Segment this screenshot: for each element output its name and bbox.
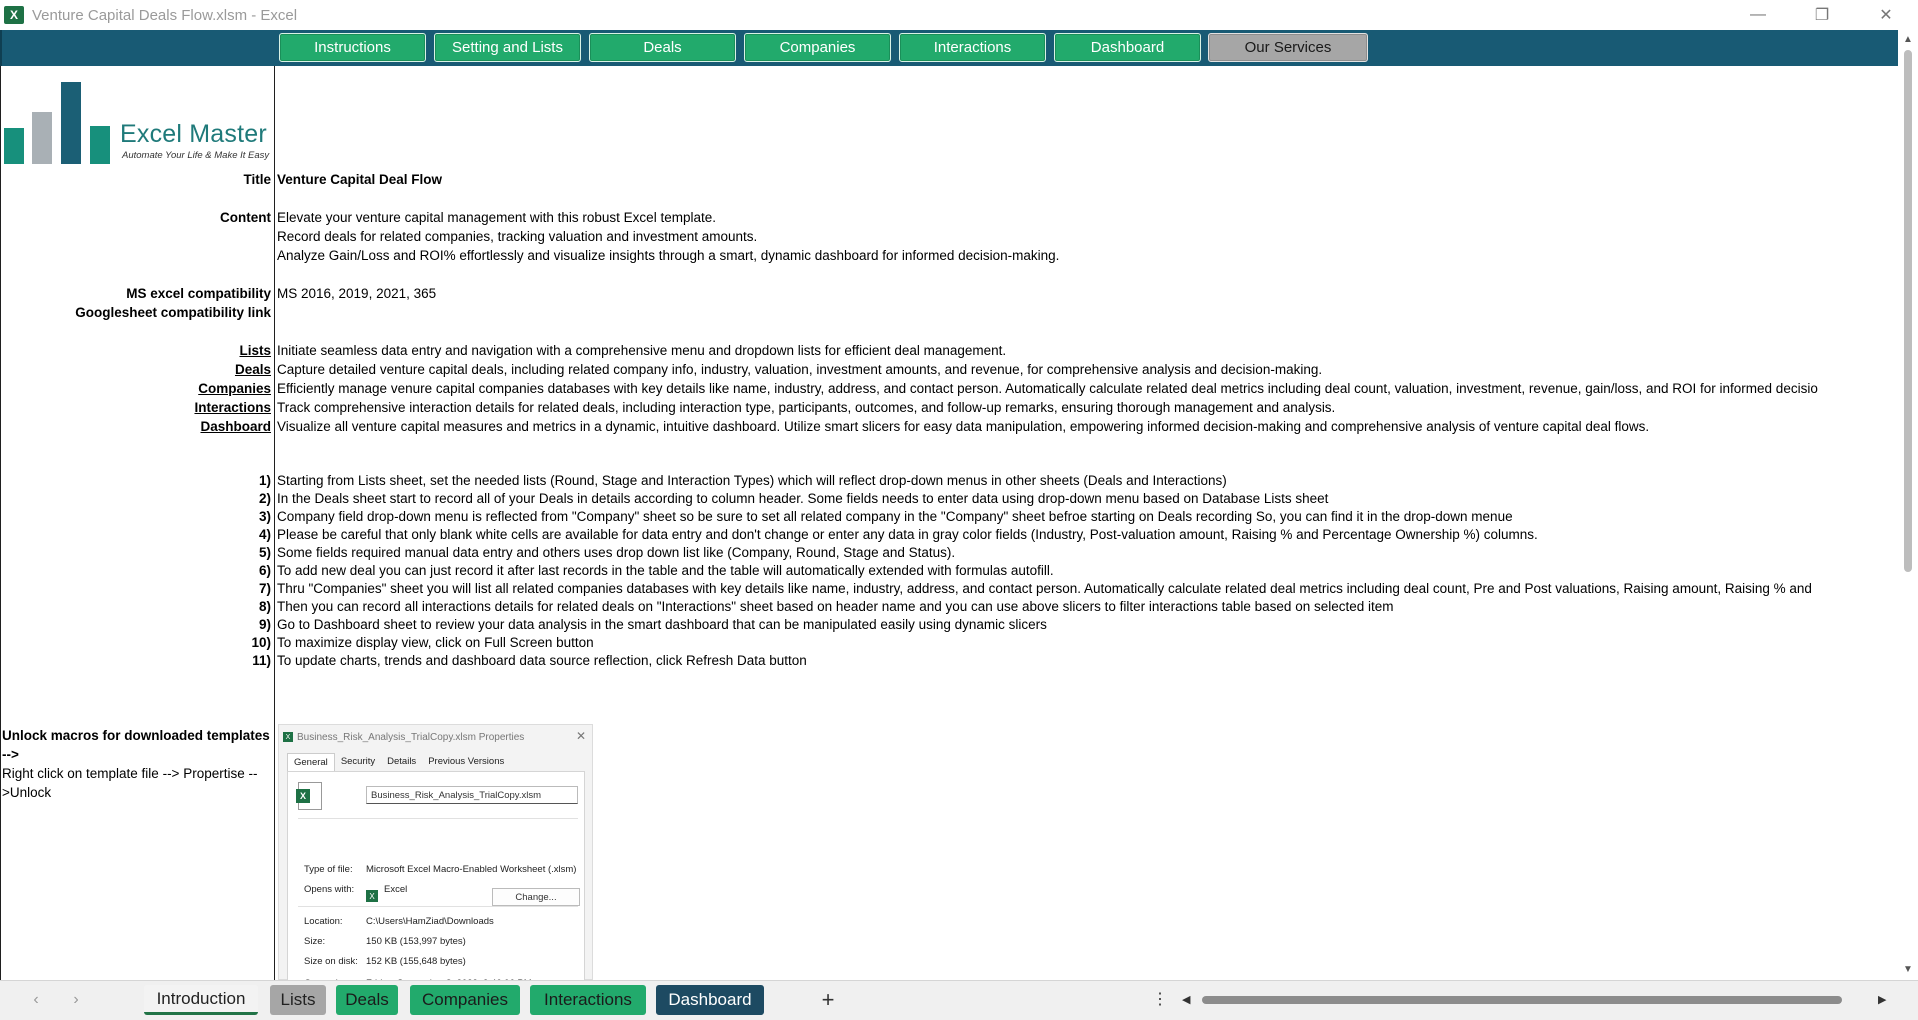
content-line: Analyze Gain/Loss and ROI% effortlessly and visualize insights through a smart, dynamic dashboard for informed decision-making. xyxy=(277,248,1060,263)
dashboard-link[interactable]: Dashboard xyxy=(200,419,271,434)
opens-label: Opens with: xyxy=(304,884,355,895)
step-number: 6) xyxy=(258,563,271,578)
location-label: Location: xyxy=(304,916,343,927)
dialog-general-panel xyxy=(287,771,585,985)
step-text: Then you can record all interactions details for related deals on "Interactions" sheet based on header name and you can use above slicers to filter interactions table based on selected item xyxy=(277,599,1394,614)
interactions-link[interactable]: Interactions xyxy=(194,400,271,415)
close-button[interactable]: ✕ xyxy=(1879,7,1893,24)
size-value: 150 KB (153,997 bytes) xyxy=(366,936,466,947)
scroll-down-icon[interactable]: ▼ xyxy=(1903,964,1913,975)
dialog-tab-previous-versions: Previous Versions xyxy=(428,756,505,767)
step-text: To add new deal you can just record it after last records in the table and the table will automatically extended with formulas autofill. xyxy=(277,563,1054,578)
dashboard-description: Visualize all venture capital measures and metrics in a dynamic, intuitive dashboard. Utilize smart slicers for easy data manipulation, empowering informed decision-making and comprehensive analysis of venture capital deal flows. xyxy=(277,419,1650,434)
step-text: Go to Dashboard sheet to review your data analysis in the smart dashboard that can be manipulated easily using dynamic slicers xyxy=(277,617,1047,632)
window-titlebar xyxy=(0,0,1918,30)
step-text: Thru "Companies" sheet you will list all related companies databases with key details like name, industry, address, and contact person. Automatically calculate related deal metrics including deal count, Pre and Post valuations, Raising amount, Raising % and xyxy=(277,581,1812,596)
sheet-tab-companies[interactable]: Companies xyxy=(410,985,520,1015)
window-controls xyxy=(1726,0,1918,30)
step-number: 8) xyxy=(258,599,271,614)
vertical-scrollbar[interactable] xyxy=(1898,30,1918,980)
dialog-tab-general: General xyxy=(287,753,335,771)
scroll-left-icon[interactable]: ◀ xyxy=(1182,994,1191,1006)
add-sheet-icon[interactable]: + xyxy=(821,987,835,1012)
sheet-tab-interactions[interactable]: Interactions xyxy=(530,985,646,1015)
grid-border xyxy=(0,66,1,980)
nav-deals-button[interactable]: Deals xyxy=(589,33,736,62)
step-number: 9) xyxy=(258,617,271,632)
lists-link[interactable]: Lists xyxy=(239,343,271,358)
interactions-description: Track comprehensive interaction details for related deals, including interaction type, participants, outcomes, and follow-up remarks, ensuring thorough management and analysis. xyxy=(277,400,1336,415)
sheet-tab-lists[interactable]: Lists xyxy=(270,985,326,1015)
nav-interactions-button[interactable]: Interactions xyxy=(899,33,1046,62)
step-number: 7) xyxy=(258,581,271,596)
step-text: Please be careful that only blank white cells are available for data entry and don't change or enter any data in gray color fields (Industry, Post-valuation amount, Raising % and Percentage Ownership %) columns. xyxy=(277,527,1538,542)
excel-file-icon: X xyxy=(283,732,293,742)
sheet-tab-deals[interactable]: Deals xyxy=(336,985,398,1015)
vertical-scroll-thumb[interactable] xyxy=(1904,50,1912,572)
compat-label: MS excel compatibility xyxy=(126,286,271,301)
step-text: Some fields required manual data entry and others uses drop down list like (Company, Round, Stage and Status). xyxy=(277,545,956,560)
dialog-tab-security: Security xyxy=(340,756,376,767)
excel-icon: X xyxy=(366,890,378,902)
step-text: Company field drop-down menu is reflected from "Company" sheet so be sure to set all related company in the "Company" sheet befroe starting on Deals recording So, you can find it in the drop-down menue xyxy=(277,509,1513,524)
companies-link[interactable]: Companies xyxy=(198,381,271,396)
sheet-tab-introduction[interactable]: Introduction xyxy=(144,985,258,1015)
location-value: C:\Users\HamZiad\Downloads xyxy=(366,916,494,927)
more-options-icon[interactable]: ⋮ xyxy=(1152,991,1168,1008)
bar-chart-logo-icon xyxy=(4,82,119,164)
horizontal-scrollbar[interactable] xyxy=(1182,993,1890,1007)
opens-value: Excel xyxy=(384,884,408,895)
companies-description: Efficiently manage venure capital companies databases with key details like name, industry, address, and contact person. Automatically calculate related deal metrics including deal count, valuation, investment, revenue, gain/loss, and ROI for informed decisio xyxy=(277,381,1818,396)
step-number: 3) xyxy=(258,509,271,524)
scroll-right-icon[interactable]: ▶ xyxy=(1878,994,1887,1006)
dialog-separator xyxy=(298,906,578,907)
unlock-title: Unlock macros for downloaded templates --> xyxy=(2,728,270,762)
worksheet[interactable] xyxy=(0,66,1898,980)
dialog-separator xyxy=(298,818,578,819)
deals-link[interactable]: Deals xyxy=(234,362,271,377)
compat-value: MS 2016, 2019, 2021, 365 xyxy=(277,286,437,301)
unlock-macros-note xyxy=(2,726,270,802)
step-number: 10) xyxy=(251,635,271,650)
sheet-tab-bar xyxy=(0,980,1918,1020)
logo-tagline: Automate Your Life & Make It Easy xyxy=(122,150,270,161)
dialog-tabs xyxy=(287,753,510,771)
next-sheet-icon[interactable]: › xyxy=(73,991,79,1008)
gsheet-label: Googlesheet compatibility link xyxy=(75,305,271,320)
type-label: Type of file: xyxy=(304,864,353,875)
column-divider xyxy=(274,66,275,980)
xlsm-file-icon: X xyxy=(298,782,322,810)
step-number: 5) xyxy=(258,545,271,560)
change-button: Change... xyxy=(492,888,580,906)
content-line: Elevate your venture capital management with this robust Excel template. xyxy=(277,210,716,225)
excel-app-icon: X xyxy=(4,6,24,24)
lists-description: Initiate seamless data entry and navigation with a comprehensive menu and dropdown lists for efficient deal management. xyxy=(277,343,1007,358)
sheet-nav-bar xyxy=(0,30,1898,66)
window-title: Venture Capital Deals Flow.xlsm - Excel xyxy=(32,6,298,24)
type-value: Microsoft Excel Macro-Enabled Worksheet (.xlsm) xyxy=(366,864,577,875)
content-line: Record deals for related companies, tracking valuation and investment amounts. xyxy=(277,229,758,244)
logo-name: Excel Master xyxy=(120,120,267,148)
disk-value: 152 KB (155,648 bytes) xyxy=(366,956,466,967)
nav-dashboard-button[interactable]: Dashboard xyxy=(1054,33,1201,62)
step-number: 1) xyxy=(258,473,271,488)
excel-master-logo xyxy=(4,82,270,164)
dialog-close-icon: ✕ xyxy=(575,729,586,743)
step-number: 4) xyxy=(258,527,271,542)
prev-sheet-icon[interactable]: ‹ xyxy=(33,991,39,1008)
step-text: Starting from Lists sheet, set the needed lists (Round, Stage and Interaction Types) which will reflect drop-down menus in other sheets (Deals and Interactions) xyxy=(277,473,1227,488)
step-text: In the Deals sheet start to record all of your Deals in details according to column header. Some fields needs to enter data using drop-down menu based on Database Lists sheet xyxy=(277,491,1329,506)
step-text: To update charts, trends and dashboard data source reflection, click Refresh Data button xyxy=(277,653,807,668)
properties-dialog-image xyxy=(278,724,593,980)
deals-description: Capture detailed venture capital deals, including related company info, industry, valuation, investment amounts, and revenue, for comprehensive analysis and decision-making. xyxy=(277,362,1323,377)
nav-setting-lists-button[interactable]: Setting and Lists xyxy=(434,33,581,62)
dialog-filename-field: Business_Risk_Analysis_TrialCopy.xlsm xyxy=(366,786,578,804)
disk-label: Size on disk: xyxy=(304,956,358,967)
unlock-text: Right click on template file --> Propertise -->Unlock xyxy=(2,766,258,800)
horizontal-scroll-thumb[interactable] xyxy=(1202,996,1842,1004)
dialog-tab-details: Details xyxy=(387,756,417,767)
scroll-up-icon[interactable]: ▲ xyxy=(1903,34,1913,45)
restore-button[interactable]: ❐ xyxy=(1814,7,1830,24)
step-number: 11) xyxy=(252,653,271,668)
minimize-button[interactable]: — xyxy=(1750,6,1766,23)
content-label: Content xyxy=(220,210,271,225)
title-label: Title xyxy=(243,172,271,187)
title-value: Venture Capital Deal Flow xyxy=(277,172,443,187)
dialog-title: X Business_Risk_Analysis_TrialCopy.xlsm Properties xyxy=(283,730,524,744)
step-number: 2) xyxy=(258,491,271,506)
step-text: To maximize display view, click on Full Screen button xyxy=(277,635,594,650)
nav-instructions-button[interactable]: Instructions xyxy=(279,33,426,62)
sheet-tab-dashboard[interactable]: Dashboard xyxy=(656,985,764,1015)
nav-our-services-button[interactable]: Our Services xyxy=(1208,33,1368,62)
nav-companies-button[interactable]: Companies xyxy=(744,33,891,62)
size-label: Size: xyxy=(304,936,326,947)
nav-edge xyxy=(0,30,2,66)
